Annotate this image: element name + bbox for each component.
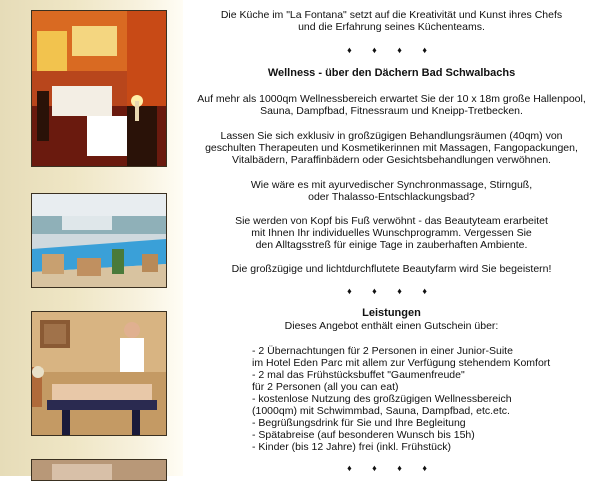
wellness-p4-line: den Alltagsstreß für einige Tage in zauberhaften Ambiente. bbox=[255, 239, 528, 251]
partial-photo bbox=[31, 459, 167, 481]
wellness-p1-line: Sauna, Dampfbad, Fitnessraum und Kneipp-Tretbecken. bbox=[260, 105, 523, 117]
leistungen-item: - Begrüßungsdrink für Sie und Ihre Begleitung bbox=[252, 417, 466, 429]
pool-photo bbox=[31, 193, 167, 288]
wellness-p2-line: geschulten Therapeuten und Kosmetikerinnen mit Massagen, Fangopackungen, bbox=[205, 142, 578, 154]
separator-diamonds: ♦ ♦ ♦ ♦ bbox=[347, 286, 436, 296]
leistungen-item: - 2 Übernachtungen für 2 Personen in einer Junior-Suite bbox=[252, 345, 513, 357]
leistungen-item: - kostenlose Nutzung des großzügigen Wellnessbereich bbox=[252, 393, 512, 405]
wellness-p3-line: Wie wäre es mit ayurvedischer Synchronmassage, Stirnguß, bbox=[250, 179, 533, 191]
separator-diamonds: ♦ ♦ ♦ ♦ bbox=[347, 45, 436, 55]
massage-photo bbox=[31, 311, 167, 436]
wellness-p2-line: Vitalbädern, Paraffinbädern oder Gesichtsbehandlungen verwöhnen. bbox=[232, 154, 551, 166]
main-content bbox=[183, 0, 600, 476]
separator-diamonds: ♦ ♦ ♦ ♦ bbox=[347, 463, 436, 473]
wellness-p3-line: oder Thalasso-Entschlackungsbad? bbox=[308, 191, 475, 203]
intro-line-2: und die Erfahrung seines Küchenteams. bbox=[298, 21, 485, 33]
leistungen-title: Leistungen bbox=[362, 307, 421, 319]
intro-line-1: Die Küche im "La Fontana" setzt auf die Kreativität und Kunst ihres Chefs bbox=[220, 9, 563, 21]
wellness-p4-line: mit Ihnen Ihr individuelles Wunschprogramm. Vergessen Sie bbox=[251, 227, 532, 239]
leistungen-item: für 2 Personen (all you can eat) bbox=[252, 381, 399, 393]
leistungen-item: (1000qm) mit Schwimmbad, Sauna, Dampfbad, etc.etc. bbox=[252, 405, 510, 417]
wellness-p2-line: Lassen Sie sich exklusiv in großzügigen Behandlungsräumen (40qm) von bbox=[220, 130, 563, 142]
wellness-p1-line: Auf mehr als 1000qm Wellnessbereich erwartet Sie der 10 x 18m große Hallenpool, bbox=[197, 93, 586, 105]
wellness-title: Wellness - über den Dächern Bad Schwalbachs bbox=[267, 67, 516, 79]
leistungen-subtitle: Dieses Angebot enthält einen Gutschein über: bbox=[284, 320, 499, 332]
leistungen-item: - Spätabreise (auf besonderen Wunsch bis 15h) bbox=[252, 429, 475, 441]
restaurant-photo bbox=[31, 10, 167, 167]
wellness-p4-line: Sie werden von Kopf bis Fuß verwöhnt - das Beautyteam erarbeitet bbox=[235, 215, 548, 227]
wellness-p5: Die großzügige und lichtdurchflutete Beautyfarm wird Sie begeistern! bbox=[231, 263, 552, 275]
leistungen-item: - Kinder (bis 12 Jahre) frei (inkl. Frühstück) bbox=[252, 441, 451, 453]
leistungen-item: - 2 mal das Frühstücksbuffet "Gaumenfreude" bbox=[252, 369, 465, 381]
leistungen-item: im Hotel Eden Parc mit allem zur Verfügung stehendem Komfort bbox=[252, 357, 551, 369]
